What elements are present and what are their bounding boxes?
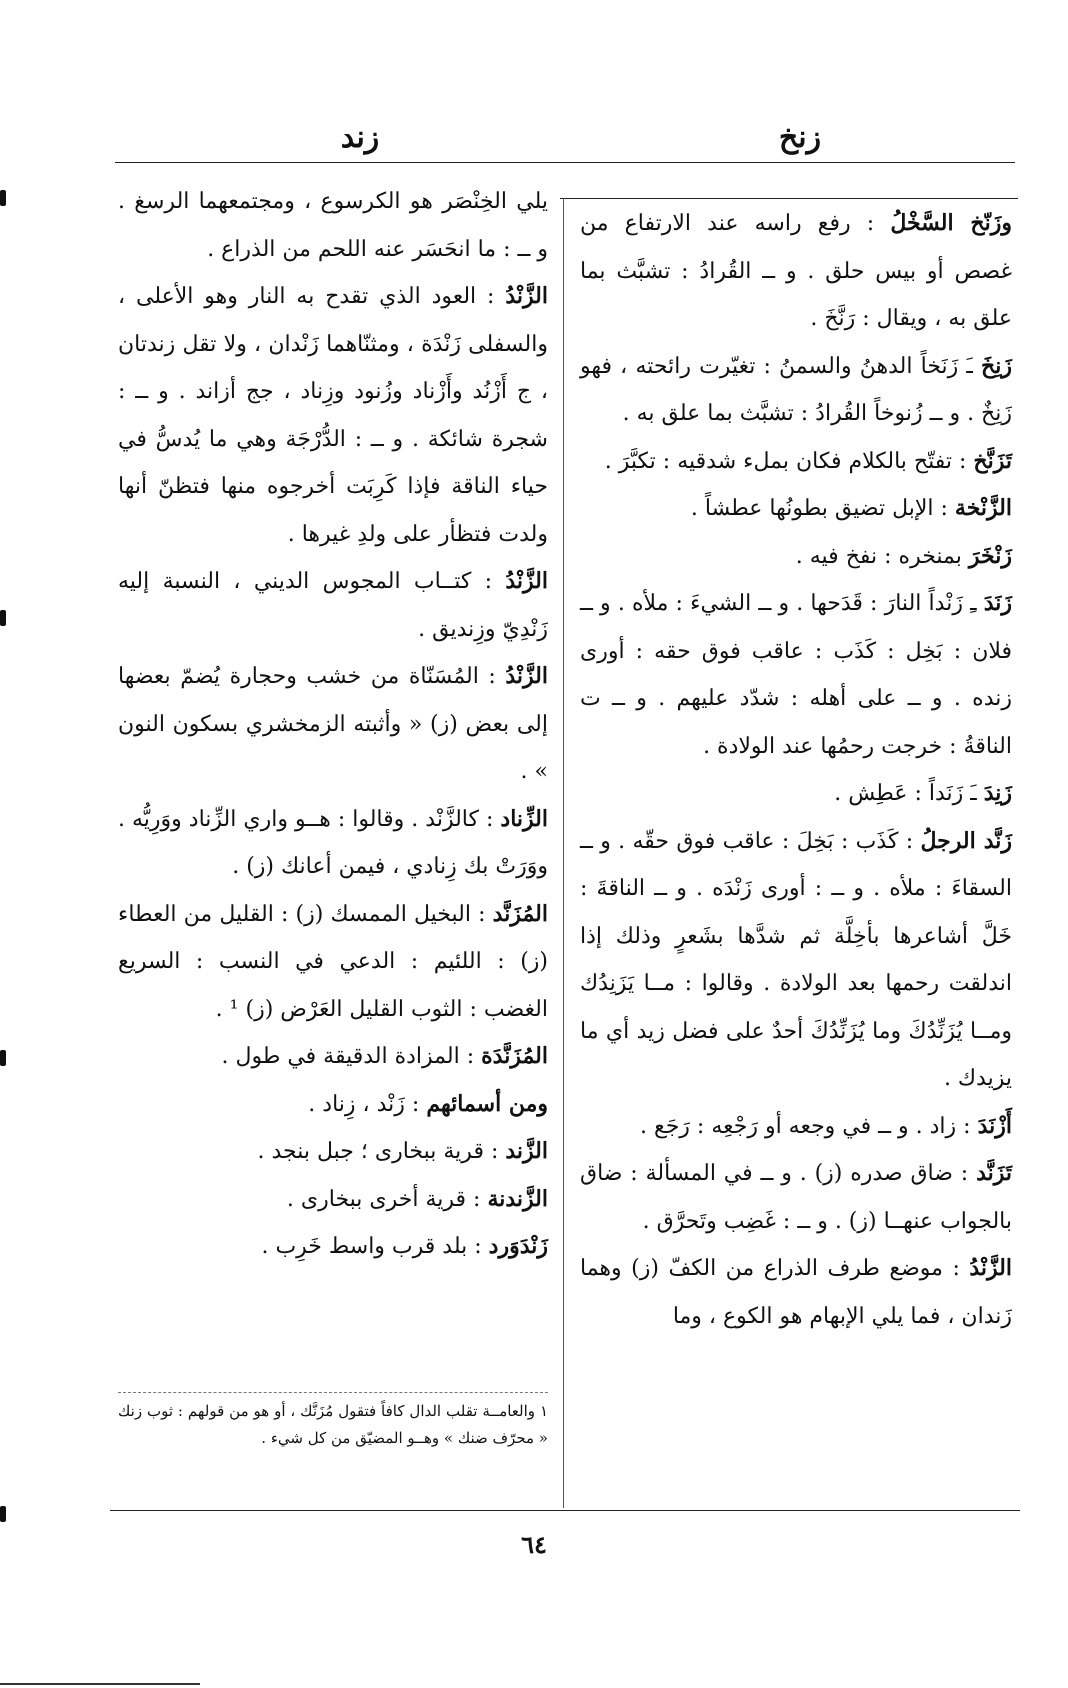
- scan-margin-mark: [0, 1506, 6, 1522]
- scan-margin-mark: [0, 1050, 6, 1066]
- entry-text: : كتــاب المجوس الديني ، النسبة إليه زَنْدِيّ وزِنديق .: [118, 569, 548, 642]
- left-column: [118, 178, 548, 1271]
- entry-headword: زَنَدَ: [983, 590, 1012, 616]
- entry-headword: زَنَّد الرجلُ: [920, 827, 1012, 854]
- entry-text: : البخيل الممسك (ز) : القليل من العطاء (ز) : اللئيم : الدعي في النسب : السريع الغضب : الثوب القليل العَرْض (ز) ¹ .: [118, 901, 548, 1022]
- entry-headword: الزَّنْخة: [954, 495, 1012, 521]
- entry: [580, 1103, 1012, 1151]
- entry-text: ـَ زَنَداً : عَطِش .: [834, 781, 977, 806]
- entry-text: : زَنْد ، زِناد .: [308, 1091, 420, 1117]
- entry-text: : ضاق صدره (ز) . و ــ في المسألة : ضاق بالجواب عنهــا (ز) . و ــ : غَضِب وتَحرَّق .: [580, 1161, 1012, 1234]
- entry-headword: الزَّنْدُ: [505, 663, 548, 689]
- entry-text: : رفع راسه عند الارتفاع من غصص أو بيس حلق . و ــ القُرادُ : تشبَّث بما علق به ، ويقال : رَنَّخَ .: [580, 211, 1012, 331]
- entry-headword: زَنِدَ: [983, 780, 1012, 806]
- entry: [580, 1245, 1012, 1340]
- entry: [118, 1176, 548, 1224]
- entry-headword: تَزَنَّخ: [973, 447, 1012, 474]
- entry: [580, 438, 1012, 486]
- entry-headword: أَزْنَدَ: [977, 1112, 1012, 1139]
- entry-headword: الزِّناد: [500, 805, 548, 832]
- entry: [580, 485, 1012, 533]
- entry: [580, 818, 1012, 1103]
- entry-text: بمنخره : نفخ فيه .: [795, 543, 962, 569]
- entry: [118, 891, 548, 1034]
- entry: [580, 770, 1012, 818]
- entry-text: : المُسَنّاة من خشب وحجارة يُضمّ بعضها إلى بعض (ز) « وأثبته الزمخشري بسكون النون » .: [118, 664, 548, 784]
- footer-rule: [110, 1510, 1020, 1511]
- entry-headword: الزَّنْدُ: [505, 568, 548, 594]
- entry-headword: الزَّنْدُ: [969, 1255, 1012, 1281]
- page-number: ٦٤: [521, 1530, 547, 1559]
- entry: [580, 200, 1012, 343]
- entry-headword: الزَّند: [505, 1138, 548, 1164]
- entry: [118, 178, 548, 273]
- entry-text: : بلد قرب واسط خَرِب .: [261, 1234, 482, 1259]
- scan-edge-line: [0, 1683, 200, 1685]
- right-column: [580, 200, 1012, 1340]
- entry-headword: المُزَنَّد: [492, 900, 548, 927]
- entry-text: ـِ زَنْداً النارَ : قَدَحها . و ــ الشيءَ : ملأه . و ــ فلان : بَخِل : كَذَب : عاقب فوق حقه : أورى زنده . و ــ على أهله : شدّد عليهم . و ــ ت الناقةُ : خرجت رحمُها عند الولادة .: [580, 591, 1012, 759]
- entry-headword: زَنِخَ: [981, 352, 1012, 379]
- entry-headword: زَنْخَرَ: [968, 542, 1012, 569]
- entry: [118, 273, 548, 558]
- header-rule: [115, 162, 1015, 163]
- entry-headword: المُزَنَّدَة: [481, 1043, 548, 1069]
- entry-headword: الزَّندنة: [487, 1185, 548, 1212]
- entry: [118, 796, 548, 891]
- entry: [118, 653, 548, 796]
- scan-margin-mark: [0, 610, 6, 626]
- entry: [580, 343, 1012, 438]
- entry-text: : المزادة الدقيقة في طول .: [221, 1044, 475, 1069]
- entry-text: : الإبل تضيق بطونُها عطشاً .: [690, 496, 948, 521]
- column-divider: [563, 198, 564, 1508]
- right-header-rule: [560, 198, 1018, 199]
- footnote-separator: [118, 1392, 548, 1393]
- entry-text: : تفتّح بالكلام فكان بملء شدقيه : تكبَّرَ .: [604, 448, 967, 474]
- entry: [580, 580, 1012, 770]
- entry-headword: الزَّنْدُ: [505, 283, 548, 309]
- entry-headword: تَزَنَّد: [976, 1160, 1012, 1186]
- left-column-root-header: زند: [340, 120, 380, 155]
- entry-text: : العود الذي تقدح به النار وهو الأعلى ، والسفلى زَنْدَة ، ومثنّاهما زَنْدان ، ولا تقل زندتان ، ج أَزْنُد وأَزْناد وزُنود وزِناد ، جج أزاند . و ــ : شجرة شائكة . و ــ : الدُّرْجَة وهي ما يُدسُّ في حياء الناقة فإذا كَرِبَت أخرجوه منها فتظنّ أنها ولدت فتظأر على ولدِ غيرها .: [118, 284, 548, 547]
- entry: [580, 1150, 1012, 1245]
- footnote: ١ والعامــة تقلب الدال كافاً فتقول مُزَنَّك ، أو هو من قولهم : ثوب زنك « محرّف ضنك » وهــو المضيّق من كل شيء .: [118, 1402, 548, 1447]
- scan-margin-mark: [0, 190, 6, 206]
- entry: [118, 1033, 548, 1081]
- entry: [580, 533, 1012, 581]
- entry: [118, 1128, 548, 1176]
- entry-text: يلي الخِنْصَر هو الكرسوع ، ومجتمعهما الرسغ . و ــ : ما انحَسَر عنه اللحم من الذراع .: [118, 189, 548, 262]
- entry-text: : قرية أخرى ببخارى .: [286, 1186, 481, 1212]
- entry-text: : كَذَب : بَخِلَ : عاقب فوق حقّه . و ــ السقاءَ : ملأه . و ــ : أورى زَنْدَه . و ــ الناقةَ : خَلَّ أشاعرها بأخِلَّة ثم شدَّها بشَعرٍ وذلك إذا اندلقت رحمها بعد الولادة . وقالوا : مــا يَزَنِدُك ومــا يُزَنِّدُكَ وما يُزَنِّدُكَ أحدٌ على فضل زيد أي ما يزيدك .: [580, 828, 1012, 1091]
- entry-text: : موضع طرف الذراع من الكفّ (ز) وهما زَندان ، فما يلي الإبهام هو الكوع ، وما: [580, 1256, 1012, 1329]
- right-column-root-header: زنخ: [778, 120, 822, 155]
- entry: [118, 1081, 548, 1129]
- entry-headword: زَنْدَوَرد: [488, 1233, 548, 1259]
- entry-text: : زاد . و ــ في وجعه أو رَجْعِه : رَجَع .: [640, 1113, 971, 1139]
- entry-text: : كالزَّنْد . وقالوا : هــو واري الزِّناد ووَرِيُّه . ووَرَتْ بك زِنادي ، فيمن أعانك (ز) .: [118, 806, 548, 879]
- entry-text: ـَ زَنَخاً الدهنُ والسمنُ : تغيّرت رائحته ، فهو زَنِخٌ . و ــ زُنوخاً القُرادُ : تشبَّث بما علق به .: [580, 353, 1012, 426]
- entry: [118, 558, 548, 653]
- entry-headword: وزَنّخ السَّخْلُ: [890, 210, 1012, 236]
- entry: [118, 1223, 548, 1271]
- entry-headword: ومن أسمائهم: [426, 1090, 548, 1117]
- entry-text: : قرية ببخارى ؛ جبل بنجد .: [257, 1139, 499, 1164]
